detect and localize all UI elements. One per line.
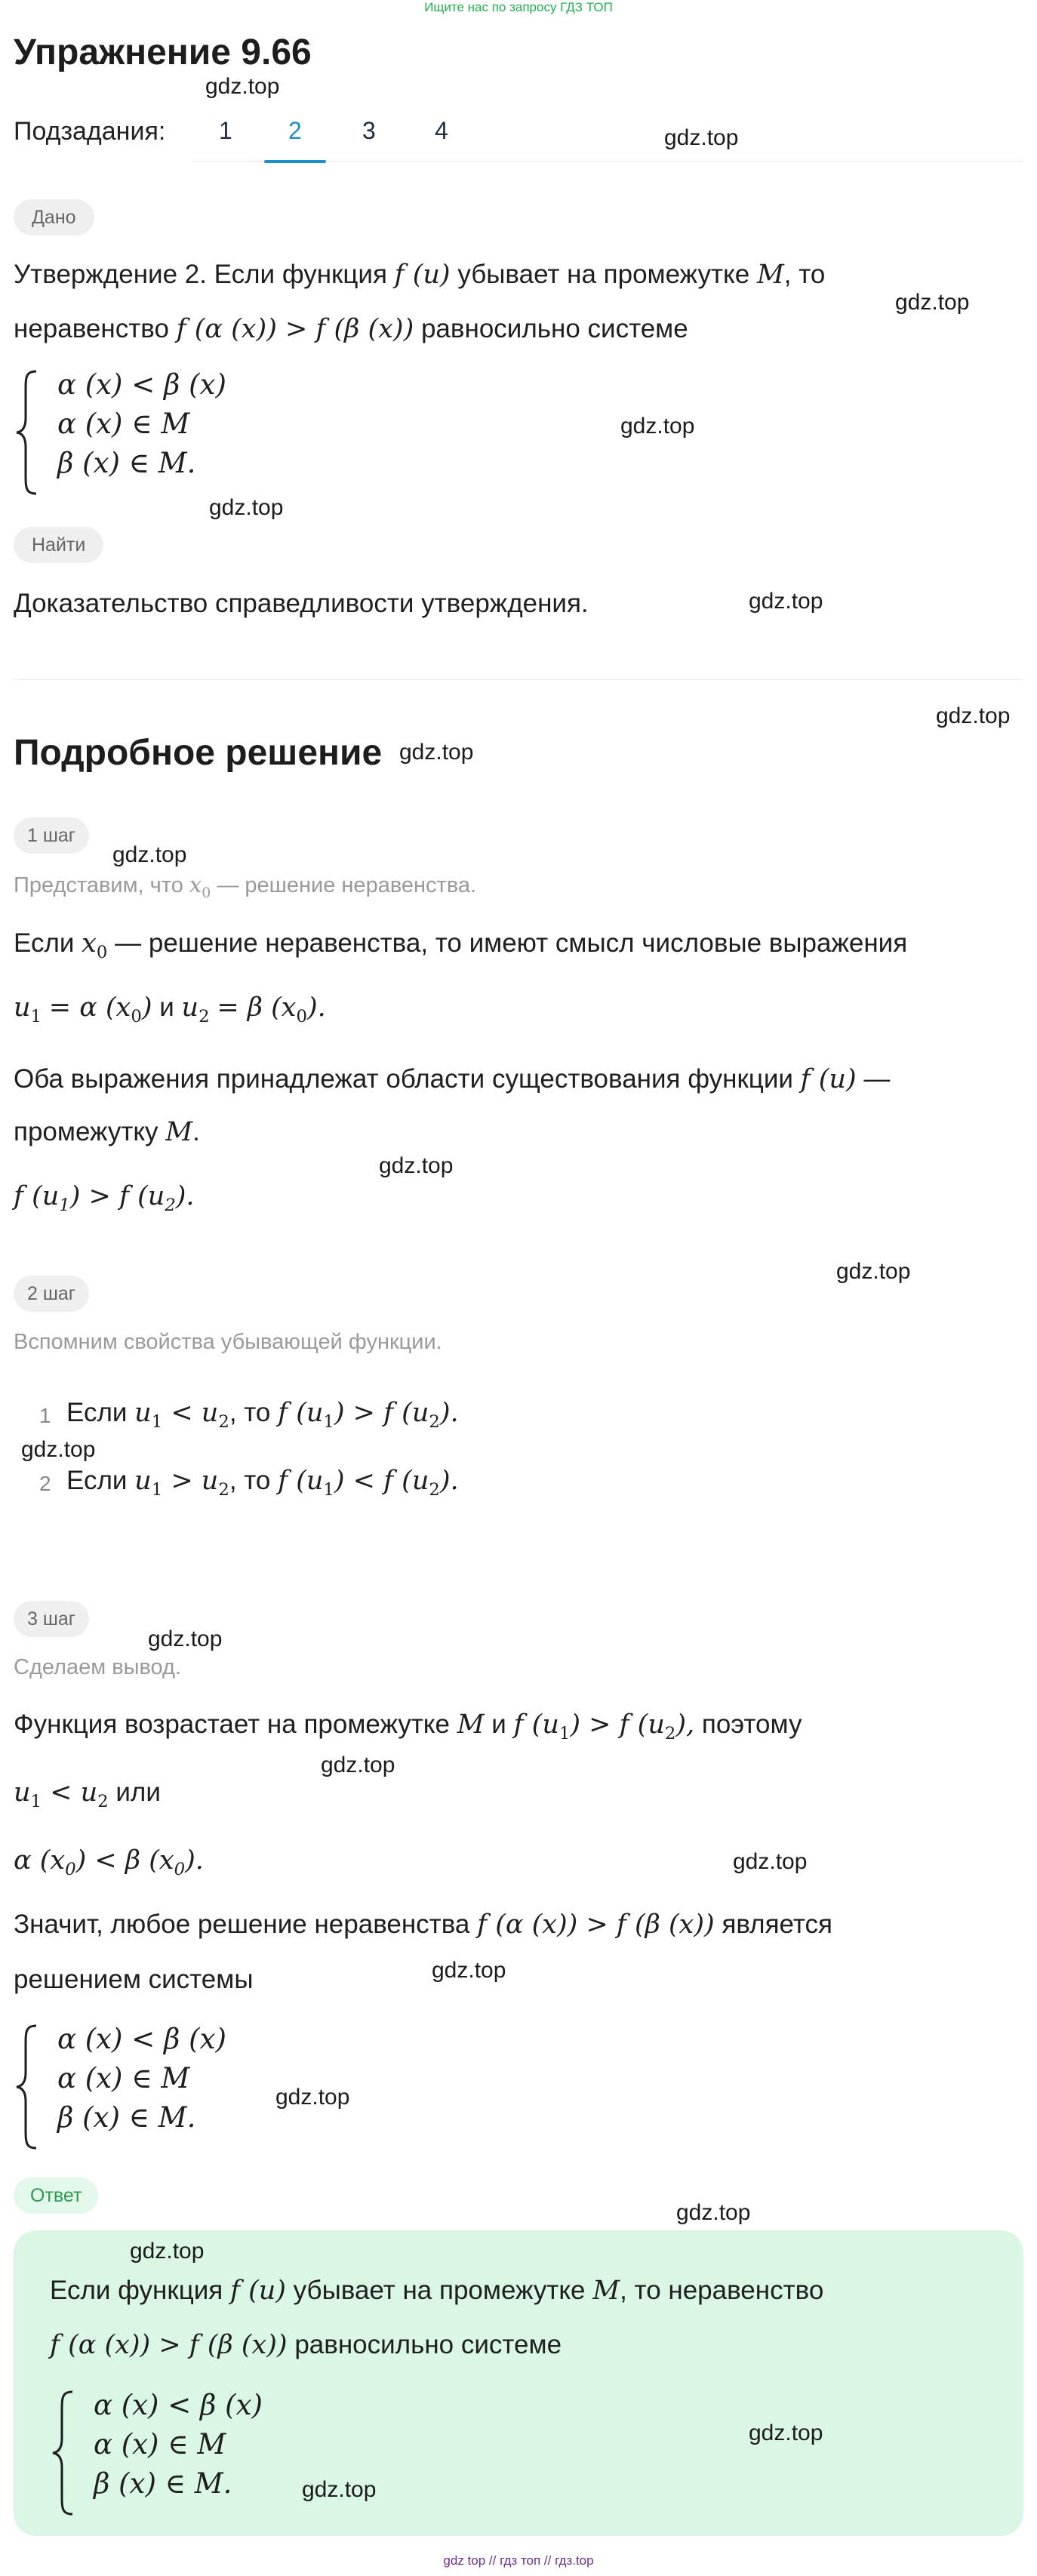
list-item: Если $u_1 > u_2$, то f $(u_1) < f$ $(u_2)$. [66, 1466, 459, 1500]
footer-links[interactable]: gdz top // гдз топ // гдз.top [443, 2553, 594, 2568]
tab-4[interactable]: 4 [435, 117, 448, 144]
step-3-text-1: Функция возрастает на промежутке M и f $(u_1) > f$ $(u_2)$, поэтому [14, 1710, 802, 1743]
step-3-text-3: Значит, любое решение неравенства f (α (x)) > f (β (x)) является [14, 1910, 832, 1940]
step-1-text-3: промежутку M. [14, 1117, 200, 1147]
given-system [14, 368, 391, 497]
top-search-link[interactable]: Ищите нас по запросу ГДЗ ТОП [424, 0, 613, 14]
answer-line-2: f (α (x)) > f (β (x)) равносильно системе [50, 2330, 562, 2360]
tab-3[interactable]: 3 [362, 117, 376, 144]
step-3-text-4: решением системы [14, 1965, 254, 1994]
brace-icon [14, 368, 39, 497]
watermark: gdz.top [836, 1259, 911, 1284]
watermark: gdz.top [895, 290, 970, 315]
system-line: α (x) < β (x) [57, 2023, 226, 2055]
brace-icon [50, 2389, 75, 2517]
watermark: gdz.top [275, 2085, 350, 2110]
list-number: 2 [39, 1472, 51, 1495]
system-line: α (x) ∈ M [57, 408, 190, 440]
watermark: gdz.top [936, 703, 1011, 728]
step-2-hint: Вспомним свойства убывающей функции. [14, 1330, 442, 1354]
watermark: gdz.top [733, 1849, 808, 1874]
system-line: α (x) < β (x) [57, 368, 226, 401]
page-title: Упражнение 9.66 [14, 32, 312, 72]
given-line-2: неравенство f (α (x)) > f (β (x)) равносильно системе [14, 314, 688, 344]
watermark: gdz.top [209, 495, 284, 520]
find-badge: Найти [14, 527, 103, 563]
watermark: gdz.top [620, 414, 695, 439]
answer-badge: Ответ [14, 2177, 98, 2214]
step-3-hint: Сделаем вывод. [14, 1655, 182, 1679]
watermark: gdz.top [302, 2477, 377, 2502]
watermark: gdz.top [664, 125, 739, 150]
step-1-text-2: Оба выражения принадлежат области существования функции f (u) — [14, 1064, 891, 1094]
tab-2[interactable]: 2 [288, 117, 302, 144]
active-tab-indicator [264, 160, 326, 163]
brace-icon [14, 2023, 39, 2151]
step-1-hint: Представим, что $x_0$ — решение неравенства. [14, 872, 477, 901]
watermark: gdz.top [749, 589, 823, 614]
step-2-badge: 2 шаг [14, 1276, 89, 1312]
watermark: gdz.top [399, 740, 474, 765]
answer-box [14, 2230, 1023, 2536]
system-line: β (x) ∈ M. [57, 2101, 196, 2134]
watermark: gdz.top [21, 1437, 96, 1462]
watermark: gdz.top [321, 1753, 395, 1777]
page-content [14, 0, 1023, 2576]
list-item: Если $u_1 < u_2$, то f $(u_1) > f$ $(u_2)$. [66, 1398, 459, 1432]
system-line: α (x) < β (x) [94, 2389, 263, 2421]
solution-title: Подробное решение [14, 733, 383, 773]
given-line-1: Утверждение 2. Если функция f (u) убывает на промежутке M, то [14, 260, 826, 290]
watermark: gdz.top [112, 842, 187, 867]
step-1-formula-2: f $(u_1) > f$ $(u_2)$. [14, 1181, 195, 1215]
list-number: 1 [39, 1404, 51, 1427]
system-line: α (x) ∈ M [94, 2428, 226, 2461]
system-line: β (x) ∈ M. [94, 2467, 232, 2500]
watermark: gdz.top [749, 2421, 823, 2445]
section-divider [14, 679, 1023, 680]
step-3-badge: 3 шаг [14, 1601, 89, 1637]
subtasks-label: Подзадания: [14, 117, 166, 146]
step-1-text-1: Если $x_0$ — решение неравенства, то имеют смысл числовые выражения [14, 928, 908, 962]
step-1-badge: 1 шаг [14, 817, 89, 854]
tab-1[interactable]: 1 [219, 117, 232, 144]
system-line: β (x) ∈ M. [57, 447, 196, 479]
watermark: gdz.top [432, 1958, 506, 1983]
system-line: α (x) ∈ M [57, 2062, 190, 2094]
answer-line-1: Если функция f (u) убывает на промежутке M, то неравенство [50, 2276, 824, 2306]
given-badge: Дано [14, 199, 94, 235]
step-3-formula: α $(x_0) < \beta$ $(x_0)$. [14, 1845, 204, 1879]
watermark: gdz.top [676, 2200, 751, 2225]
watermark: gdz.top [205, 74, 280, 99]
step-1-formula-1: $u_1 = \alpha$ $(x_0)$ и $u_2 = \beta$ $(x_0)$. [14, 993, 326, 1026]
step-3-text-2: $u_1 < u_2$ или [14, 1777, 161, 1811]
watermark: gdz.top [130, 2239, 205, 2264]
find-text: Доказательство справедливости утверждения. [14, 589, 589, 618]
watermark: gdz.top [379, 1153, 454, 1178]
watermark: gdz.top [148, 1627, 223, 1651]
